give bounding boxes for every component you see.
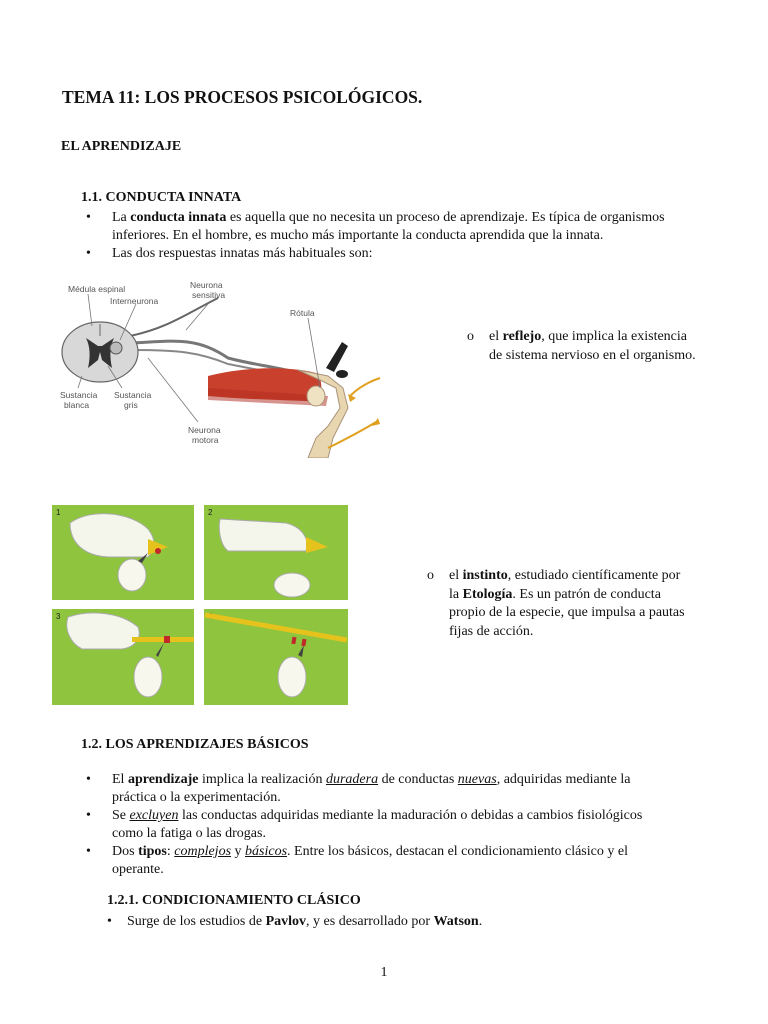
bullet-icon: •	[86, 246, 91, 261]
list-item-text: Las dos respuestas innatas más habituales son:	[112, 246, 373, 261]
svg-text:gris: gris	[124, 400, 138, 410]
bullet-icon: •	[86, 772, 91, 787]
circle-bullet-icon: o	[427, 568, 434, 583]
bullet-icon: •	[107, 914, 112, 929]
knee-reflex-illustration	[58, 278, 390, 458]
subsection-heading-1-1: 1.1. CONDUCTA INNATA	[81, 190, 242, 205]
bold-term: reflejo	[502, 329, 542, 344]
bold-term: tipos	[138, 844, 167, 859]
label-neurona-motora: Neurona	[188, 425, 221, 435]
bold-term: Watson	[433, 914, 479, 929]
bold-term: instinto	[462, 568, 508, 583]
bullet-icon: •	[86, 844, 91, 859]
svg-text:motora: motora	[192, 435, 219, 445]
label-rotula: Rótula	[290, 308, 315, 318]
gull-chick-instinct-illustration	[52, 505, 348, 705]
underlined-term: básicos	[245, 844, 288, 859]
label-neurona-sensitiva: Neurona	[190, 280, 223, 290]
bold-term: conducta innata	[130, 210, 227, 225]
panel-3	[52, 609, 194, 705]
list-item-line: inferiores. En el hombre, es mucho más importante la conducta aprendida que la innata.	[112, 227, 604, 243]
bullet-icon: •	[86, 808, 91, 823]
bold-term: Pavlov	[265, 914, 307, 929]
underlined-term: complejos	[174, 844, 232, 859]
panel-1	[52, 505, 194, 600]
label-medula-espinal: Médula espinal	[68, 284, 126, 294]
page-number: 1	[380, 965, 388, 980]
label-sustancia-blanca: Sustancia	[60, 390, 98, 400]
circle-bullet-icon: o	[467, 329, 474, 344]
svg-text:1: 1	[56, 508, 61, 517]
panel-4	[204, 609, 348, 705]
document-title: TEMA 11: LOS PROCESOS PSICOLÓGICOS.	[62, 87, 423, 107]
svg-text:2: 2	[208, 508, 213, 517]
svg-text:blanca: blanca	[64, 400, 90, 410]
bold-term: aprendizaje	[127, 772, 199, 787]
subsection-heading-1-2: 1.2. LOS APRENDIZAJES BÁSICOS	[81, 737, 309, 752]
underlined-term: nuevas	[457, 772, 497, 787]
subsection-heading-1-2-1: 1.2.1. CONDICIONAMIENTO CLÁSICO	[107, 893, 361, 908]
list-item-line: La conducta innata es aquella que no necesita un proceso de aprendizaje. Es típica de organismos	[112, 210, 665, 225]
label-sustancia-gris: Sustancia	[114, 390, 152, 400]
underlined-term: excluyen	[129, 808, 179, 823]
svg-text:3: 3	[56, 612, 61, 621]
section-heading: EL APRENDIZAJE	[61, 139, 182, 154]
bold-term: Etología	[462, 586, 513, 602]
bullet-icon: •	[86, 210, 91, 225]
underlined-term: duradera	[325, 772, 379, 787]
label-interneurona: Interneurona	[110, 296, 159, 306]
svg-text:sensitiva: sensitiva	[192, 290, 226, 300]
panel-2	[204, 505, 348, 600]
